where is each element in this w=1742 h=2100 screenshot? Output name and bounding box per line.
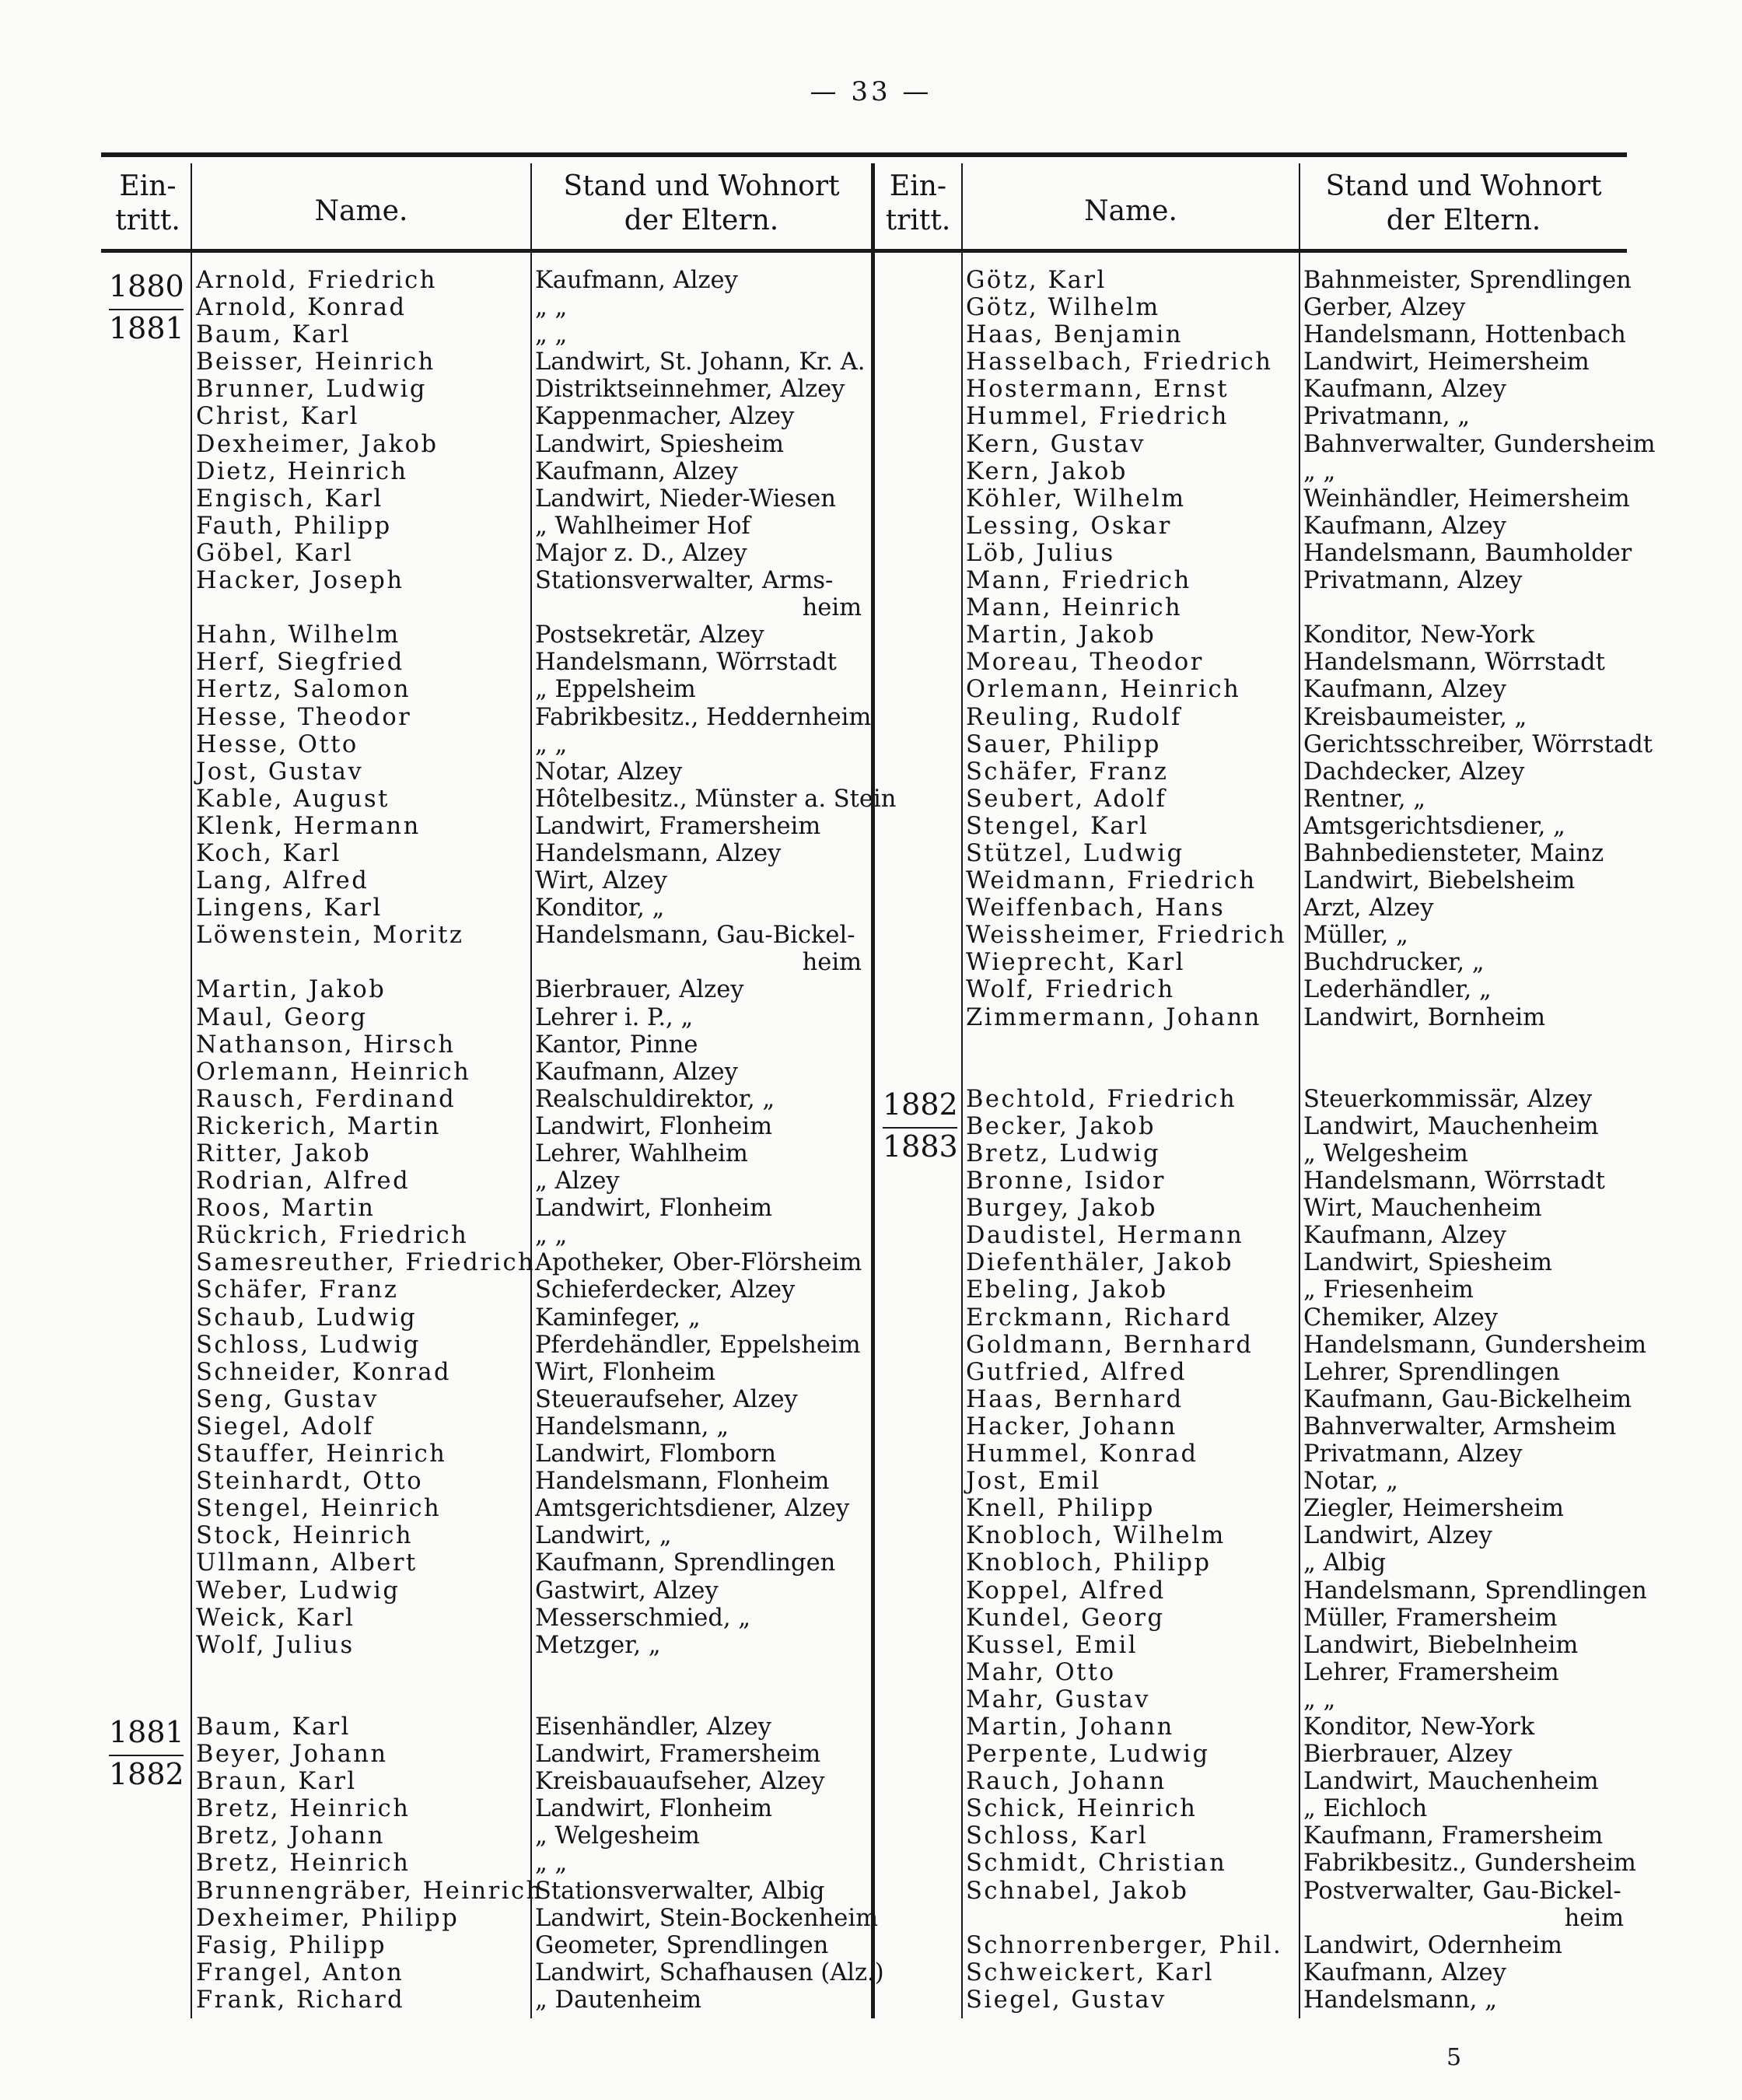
parents-entry: Kaufmann, Alzey: [1303, 1958, 1506, 1986]
name-entry: Maul, Georg: [196, 1003, 368, 1031]
name-entry: Becker, Jakob: [966, 1112, 1156, 1140]
name-entry: Frangel, Anton: [196, 1958, 404, 1986]
name-entry: Rickerich, Martin: [196, 1112, 441, 1140]
name-entry: Schloss, Ludwig: [196, 1331, 421, 1359]
year-rule: [109, 309, 184, 310]
parents-entry: Landwirt, Framersheim: [535, 812, 821, 840]
parents-entry: Handelsmann, Baumholder: [1303, 539, 1632, 567]
name-entry: Göbel, Karl: [196, 539, 354, 567]
parents-entry: Handelsmann, Wörrstadt: [1303, 1167, 1605, 1195]
name-entry: Götz, Wilhelm: [966, 294, 1160, 322]
parents-entry: Privatmann, Alzey: [1303, 1440, 1523, 1468]
name-entry: Schweickert, Karl: [966, 1958, 1215, 1986]
name-entry: Bretz, Heinrich: [196, 1795, 411, 1823]
name-entry: Hertz, Salomon: [196, 676, 411, 704]
name-entry: Braun, Karl: [196, 1768, 357, 1796]
name-entry: Reuling, Rudolf: [966, 703, 1182, 731]
parents-entry: „ „: [535, 1222, 568, 1250]
parents-entry: Landwirt, Alzey: [1303, 1522, 1492, 1550]
name-entry: Weissheimer, Friedrich: [966, 922, 1287, 950]
parents-entry: Landwirt, Flonheim: [535, 1195, 772, 1223]
parents-entry: „ „: [1303, 457, 1336, 485]
name-entry: Stauffer, Heinrich: [196, 1440, 447, 1468]
parents-entry: „ „: [535, 294, 568, 322]
name-entry: Sauer, Philipp: [966, 730, 1161, 758]
parents-entry: Landwirt, Biebelnheim: [1303, 1631, 1579, 1659]
year-from: 1880: [109, 269, 184, 303]
parents-entry: Eisenhändler, Alzey: [535, 1713, 771, 1741]
name-entry: Koch, Karl: [196, 839, 341, 867]
parents-entry: Landwirt, Spiesheim: [1303, 1249, 1552, 1277]
parents-entry: Wirt, Alzey: [535, 867, 667, 895]
parents-entry: Weinhändler, Heimersheim: [1303, 485, 1630, 513]
name-entry: Fauth, Philipp: [196, 512, 392, 540]
parents-entry: Dachdecker, Alzey: [1303, 758, 1525, 786]
name-entry: Siegel, Gustav: [966, 1986, 1167, 2014]
parents-entry: „ Albig: [1303, 1549, 1387, 1577]
parents-entry: „ „: [535, 1850, 568, 1878]
parents-entry: „ Friesenheim: [1303, 1276, 1474, 1304]
name-entry: Roos, Martin: [196, 1195, 376, 1223]
parents-entry: Schieferdecker, Alzey: [535, 1276, 796, 1304]
name-entry: [966, 1031, 1286, 1059]
year-from: 1881: [109, 1715, 184, 1749]
name-entry: Weick, Karl: [196, 1604, 355, 1632]
name-entry: Mahr, Gustav: [966, 1685, 1151, 1713]
name-entry: Koppel, Alfred: [966, 1577, 1166, 1605]
name-entry: [966, 1059, 1286, 1086]
name-entry: [966, 1905, 1286, 1932]
name-entry: Hesse, Theodor: [196, 703, 412, 731]
parents-entry: Steueraufseher, Alzey: [535, 1385, 798, 1413]
name-entry: [196, 1686, 544, 1713]
parents-entry: „ „: [535, 730, 568, 758]
parents-entry: Handelsmann, Sprendlingen: [1303, 1577, 1647, 1605]
parents-entry: Apotheker, Ober-Flörsheim: [535, 1249, 862, 1277]
name-entry: Ullmann, Albert: [196, 1549, 418, 1577]
parents-entry: Kreisbaumeister, „: [1303, 703, 1527, 731]
name-entry: Löb, Julius: [966, 539, 1115, 567]
name-entry: Hasselbach, Friedrich: [966, 348, 1273, 376]
name-entry: Lessing, Oskar: [966, 512, 1172, 540]
parents-entry: Privatmann, „: [1303, 403, 1471, 431]
right-parents-column: [1303, 267, 1656, 2014]
name-entry: Erckmann, Richard: [966, 1304, 1233, 1332]
name-entry: Herf, Siegfried: [196, 649, 404, 677]
year-from: 1882: [883, 1087, 958, 1122]
name-entry: Hesse, Otto: [196, 730, 359, 758]
parents-entry: Kaufmann, Alzey: [1303, 376, 1506, 404]
name-entry: Frank, Richard: [196, 1986, 405, 2014]
parents-entry: „ Welgesheim: [1303, 1140, 1468, 1167]
name-entry: Weber, Ludwig: [196, 1577, 401, 1605]
name-entry: Martin, Jakob: [196, 976, 387, 1004]
parents-entry: Kappenmacher, Alzey: [535, 403, 795, 431]
name-entry: Nathanson, Hirsch: [196, 1031, 456, 1059]
parents-entry: Ziegler, Heimersheim: [1303, 1495, 1564, 1523]
name-entry: Kern, Jakob: [966, 457, 1128, 485]
name-entry: Götz, Karl: [966, 267, 1107, 294]
name-entry: Schnabel, Jakob: [966, 1877, 1189, 1905]
parents-entry: Bahnmeister, Sprendlingen: [1303, 267, 1632, 294]
parents-entry: Lehrer i. P., „: [535, 1003, 694, 1031]
name-entry: Klenk, Hermann: [196, 812, 421, 840]
parents-entry: Landwirt, Odernheim: [1303, 1931, 1562, 1959]
parents-entry: Amtsgerichtsdiener, Alzey: [535, 1495, 850, 1523]
name-entry: Weidmann, Friedrich: [966, 867, 1257, 895]
name-entry: Haas, Bernhard: [966, 1385, 1184, 1413]
parents-entry: „ Dautenheim: [535, 1986, 702, 2014]
parents-entry: Kaufmann, Gau-Bickelheim: [1303, 1385, 1632, 1413]
parents-entry: Konditor, „: [535, 894, 665, 922]
parents-entry: Landwirt, Flonheim: [535, 1112, 772, 1140]
name-entry: Wolf, Julius: [196, 1631, 355, 1659]
parents-entry: Notar, Alzey: [535, 758, 683, 786]
name-entry: Rodrian, Alfred: [196, 1167, 411, 1195]
name-entry: Hacker, Johann: [966, 1412, 1177, 1440]
parents-entry: Handelsmann, „: [1303, 1986, 1497, 2014]
name-entry: Bretz, Johann: [196, 1822, 385, 1850]
parents-entry: Kaminfeger, „: [535, 1304, 701, 1332]
parents-entry: Müller, Framersheim: [1303, 1604, 1558, 1632]
name-entry: Brunner, Ludwig: [196, 376, 427, 404]
parents-entry: Kaufmann, Sprendlingen: [535, 1549, 836, 1577]
parents-entry: Kaufmann, Alzey: [535, 457, 738, 485]
parents-entry: Postsekretär, Alzey: [535, 621, 764, 649]
parents-entry: Landwirt, Spiesheim: [535, 430, 784, 458]
name-entry: Stengel, Karl: [966, 812, 1149, 840]
name-entry: Fasig, Philipp: [196, 1931, 387, 1959]
parents-entry: Lederhändler, „: [1303, 976, 1492, 1004]
header-entry: Ein- tritt.: [115, 170, 180, 236]
year-to: 1881: [109, 311, 184, 345]
name-entry: Ritter, Jakob: [196, 1140, 372, 1167]
name-entry: Knobloch, Wilhelm: [966, 1522, 1226, 1550]
parents-entry: Kaufmann, Alzey: [535, 267, 738, 294]
parents-entry: Konditor, New-York: [1303, 621, 1535, 649]
col-divider: [191, 163, 192, 2018]
parents-entry: „ „: [1303, 1685, 1336, 1713]
top-rule: [101, 152, 1627, 157]
parents-entry: Müller, „: [1303, 922, 1408, 950]
name-entry: Schäfer, Franz: [966, 758, 1169, 786]
name-entry: Schneider, Konrad: [196, 1358, 452, 1386]
parents-entry: Kaufmann, Alzey: [1303, 676, 1506, 704]
parents-entry: Gerber, Alzey: [1303, 294, 1466, 322]
parents-entry: [1303, 1059, 1656, 1086]
name-entry: Zimmermann, Johann: [966, 1003, 1261, 1031]
parents-entry: heim: [802, 949, 862, 977]
name-entry: Kundel, Georg: [966, 1604, 1165, 1632]
parents-entry: Landwirt, Nieder-Wiesen: [535, 485, 836, 513]
parents-entry: [535, 1686, 896, 1713]
parents-entry: „ Eichloch: [1303, 1795, 1428, 1823]
parents-entry: Fabrikbesitz., Heddernheim: [535, 703, 872, 731]
parents-entry: Rentner, „: [1303, 785, 1426, 813]
parents-entry: Handelsmann, Flonheim: [535, 1468, 830, 1496]
parents-entry: Landwirt, Framersheim: [535, 1741, 821, 1769]
parents-entry: Major z. D., Alzey: [535, 539, 747, 567]
name-entry: Lang, Alfred: [196, 867, 369, 895]
name-entry: Wieprecht, Karl: [966, 949, 1185, 977]
name-entry: Haas, Benjamin: [966, 321, 1184, 349]
name-entry: Perpente, Ludwig: [966, 1741, 1210, 1769]
name-entry: Diefenthäler, Jakob: [966, 1249, 1234, 1277]
parents-entry: Wirt, Flonheim: [535, 1358, 716, 1386]
page-number: — 33 —: [810, 76, 932, 107]
parents-entry: Handelsmann, Hottenbach: [1303, 321, 1626, 349]
parents-entry: Lehrer, Wahlheim: [535, 1140, 748, 1167]
parents-entry: Chemiker, Alzey: [1303, 1304, 1498, 1332]
name-entry: Mann, Friedrich: [966, 567, 1191, 595]
name-entry: [196, 1659, 544, 1686]
name-entry: Goldmann, Bernhard: [966, 1331, 1254, 1359]
parents-entry: Kaufmann, Alzey: [1303, 512, 1506, 540]
parents-entry: Kantor, Pinne: [535, 1031, 698, 1059]
name-entry: Christ, Karl: [196, 403, 359, 431]
parents-entry: „ Alzey: [535, 1167, 620, 1195]
name-entry: Hahn, Wilhelm: [196, 621, 401, 649]
name-entry: Engisch, Karl: [196, 485, 383, 513]
name-entry: Stützel, Ludwig: [966, 839, 1184, 867]
name-entry: Kussel, Emil: [966, 1631, 1138, 1659]
name-entry: Bretz, Ludwig: [966, 1140, 1161, 1167]
parents-entry: Landwirt, Biebelsheim: [1303, 867, 1576, 895]
header-name: Name.: [1084, 195, 1177, 227]
left-parents-column: [535, 267, 896, 2014]
name-entry: Schmidt, Christian: [966, 1850, 1227, 1878]
parents-entry: Landwirt, Stein-Bockenheim: [535, 1904, 878, 1932]
name-entry: Baum, Karl: [196, 1713, 351, 1741]
name-entry: Steinhardt, Otto: [196, 1468, 424, 1496]
col-divider: [1299, 163, 1300, 2018]
name-entry: Mann, Heinrich: [966, 594, 1183, 622]
name-entry: Burgey, Jakob: [966, 1195, 1158, 1223]
header-rule: [101, 249, 1627, 253]
parents-entry: Stationsverwalter, Arms-: [535, 567, 834, 595]
parents-entry: Geometer, Sprendlingen: [535, 1931, 829, 1959]
parents-entry: Messerschmied, „: [535, 1604, 751, 1632]
name-entry: Arnold, Konrad: [196, 294, 407, 322]
name-entry: Dexheimer, Philipp: [196, 1904, 460, 1932]
name-entry: Schaub, Ludwig: [196, 1304, 418, 1332]
name-entry: Kable, August: [196, 785, 390, 813]
name-entry: Beisser, Heinrich: [196, 348, 436, 376]
name-entry: Jost, Emil: [966, 1468, 1101, 1496]
parents-entry: [1303, 594, 1656, 621]
year-to: 1882: [109, 1757, 184, 1791]
parents-entry: „ Eppelsheim: [535, 676, 696, 704]
parents-entry: Kaufmann, Framersheim: [1303, 1822, 1604, 1850]
header-name: Name.: [314, 195, 408, 227]
parents-entry: Wirt, Mauchenheim: [1303, 1195, 1542, 1223]
parents-entry: „ Welgesheim: [535, 1822, 700, 1850]
parents-entry: Fabrikbesitz., Gundersheim: [1303, 1850, 1636, 1878]
parents-entry: Landwirt, St. Johann, Kr. A.: [535, 348, 866, 376]
name-entry: Hummel, Konrad: [966, 1440, 1198, 1468]
parents-entry: heim: [1564, 1904, 1624, 1932]
name-entry: Schäfer, Franz: [196, 1276, 399, 1304]
name-entry: Moreau, Theodor: [966, 649, 1204, 677]
parents-entry: Gastwirt, Alzey: [535, 1577, 719, 1605]
name-entry: Bretz, Heinrich: [196, 1850, 411, 1878]
name-entry: Beyer, Johann: [196, 1741, 388, 1769]
parents-entry: Bahnverwalter, Armsheim: [1303, 1412, 1617, 1440]
name-entry: Martin, Jakob: [966, 621, 1156, 649]
parents-entry: Steuerkommissär, Alzey: [1303, 1085, 1593, 1113]
name-entry: Daudistel, Hermann: [966, 1222, 1244, 1250]
parents-entry: Handelsmann, Wörrstadt: [535, 649, 837, 677]
parents-entry: Kreisbauaufseher, Alzey: [535, 1768, 825, 1796]
name-entry: Seubert, Adolf: [966, 785, 1167, 813]
parents-entry: Metzger, „: [535, 1631, 661, 1659]
parents-entry: Landwirt, „: [535, 1522, 672, 1550]
parents-entry: Privatmann, Alzey: [1303, 567, 1523, 595]
name-entry: Schick, Heinrich: [966, 1795, 1198, 1823]
name-entry: Samesreuther, Friedrich: [196, 1249, 536, 1277]
parents-entry: Arzt, Alzey: [1303, 894, 1434, 922]
parents-entry: Stationsverwalter, Albig: [535, 1877, 825, 1905]
signature-mark: 5: [1446, 2044, 1462, 2071]
col-divider: [961, 163, 963, 2018]
parents-entry: Landwirt, Mauchenheim: [1303, 1768, 1599, 1796]
name-entry: Ebeling, Jakob: [966, 1276, 1168, 1304]
name-entry: Köhler, Wilhelm: [966, 485, 1186, 513]
name-entry: Orlemann, Heinrich: [196, 1058, 471, 1086]
parents-entry: [1303, 1031, 1656, 1059]
parents-entry: „ „: [535, 321, 568, 349]
parents-entry: Handelsmann, Gau-Bickel-: [535, 922, 855, 950]
name-entry: Schloss, Karl: [966, 1822, 1149, 1850]
name-entry: Lingens, Karl: [196, 894, 383, 922]
name-entry: Löwenstein, Moritz: [196, 922, 464, 950]
parents-entry: Bahnverwalter, Gundersheim: [1303, 430, 1656, 458]
name-entry: Siegel, Adolf: [196, 1412, 374, 1440]
name-entry: [196, 594, 544, 621]
parents-entry: Bahnbediensteter, Mainz: [1303, 839, 1604, 867]
parents-entry: Landwirt, Bornheim: [1303, 1003, 1546, 1031]
parents-entry: Pferdehändler, Eppelsheim: [535, 1331, 861, 1359]
name-entry: Mahr, Otto: [966, 1658, 1116, 1686]
name-entry: Jost, Gustav: [196, 758, 364, 786]
parents-entry: Landwirt, Flonheim: [535, 1795, 772, 1823]
year-to: 1883: [883, 1129, 958, 1164]
parents-entry: Kaufmann, Alzey: [535, 1058, 738, 1086]
parents-entry: Hôtelbesitz., Münster a. Stein: [535, 785, 897, 813]
parents-entry: Landwirt, Flomborn: [535, 1440, 777, 1468]
parents-entry: Realschuldirektor, „: [535, 1085, 775, 1113]
name-entry: Dexheimer, Jakob: [196, 430, 439, 458]
parents-entry: „ Wahlheimer Hof: [535, 512, 750, 540]
name-entry: Martin, Johann: [966, 1713, 1174, 1741]
parents-entry: Konditor, New-York: [1303, 1713, 1535, 1741]
parents-entry: Handelsmann, Wörrstadt: [1303, 649, 1605, 677]
parents-entry: Handelsmann, Alzey: [535, 839, 782, 867]
name-entry: Rausch, Ferdinand: [196, 1085, 456, 1113]
name-entry: Stock, Heinrich: [196, 1522, 414, 1550]
header-entry: Ein- tritt.: [885, 170, 951, 236]
parents-entry: Landwirt, Mauchenheim: [1303, 1112, 1599, 1140]
name-entry: Wolf, Friedrich: [966, 976, 1175, 1004]
header-parents: Stand und Wohnort der Eltern.: [1325, 170, 1602, 236]
name-entry: Weiffenbach, Hans: [966, 894, 1226, 922]
parents-entry: Notar, „: [1303, 1468, 1398, 1496]
parents-entry: heim: [802, 594, 862, 622]
name-entry: Dietz, Heinrich: [196, 457, 408, 485]
name-entry: Bechtold, Friedrich: [966, 1085, 1237, 1113]
name-entry: Baum, Karl: [196, 321, 351, 349]
name-entry: Hacker, Joseph: [196, 567, 404, 595]
name-entry: Seng, Gustav: [196, 1385, 379, 1413]
name-entry: Bronne, Isidor: [966, 1167, 1167, 1195]
parents-entry: Bierbrauer, Alzey: [535, 976, 744, 1004]
right-name-column: [966, 267, 1286, 2014]
name-entry: Gutfried, Alfred: [966, 1358, 1188, 1386]
year-rule: [109, 1755, 184, 1756]
name-entry: Arnold, Friedrich: [196, 267, 437, 294]
header-parents: Stand und Wohnort der Eltern.: [563, 170, 840, 236]
parents-entry: Bierbrauer, Alzey: [1303, 1741, 1513, 1769]
parents-entry: Amtsgerichtsdiener, „: [1303, 812, 1565, 840]
parents-entry: Landwirt, Schafhausen (Alz.): [535, 1958, 884, 1986]
parents-entry: Distriktseinnehmer, Alzey: [535, 376, 845, 404]
name-entry: Hummel, Friedrich: [966, 403, 1229, 431]
name-entry: Rückrich, Friedrich: [196, 1222, 469, 1250]
name-entry: Hostermann, Ernst: [966, 376, 1230, 404]
parents-entry: Buchdrucker, „: [1303, 949, 1485, 977]
name-entry: Knobloch, Philipp: [966, 1549, 1212, 1577]
name-entry: Knell, Philipp: [966, 1495, 1155, 1523]
parents-entry: Lehrer, Framersheim: [1303, 1658, 1559, 1686]
name-entry: Brunnengräber, Heinrich: [196, 1877, 544, 1905]
parents-entry: Postverwalter, Gau-Bickel-: [1303, 1877, 1621, 1905]
parents-entry: Handelsmann, „: [535, 1412, 729, 1440]
left-name-column: [196, 267, 544, 2014]
parents-entry: Landwirt, Heimersheim: [1303, 348, 1590, 376]
name-entry: Rauch, Johann: [966, 1768, 1167, 1796]
parents-entry: Gerichtsschreiber, Wörrstadt: [1303, 730, 1653, 758]
parents-entry: Lehrer, Sprendlingen: [1303, 1358, 1560, 1386]
parents-entry: Kaufmann, Alzey: [1303, 1222, 1506, 1250]
name-entry: Schnorrenberger, Phil.: [966, 1931, 1283, 1959]
parents-entry: Handelsmann, Gundersheim: [1303, 1331, 1647, 1359]
name-entry: [196, 949, 544, 976]
name-entry: Kern, Gustav: [966, 430, 1146, 458]
parents-entry: [535, 1659, 896, 1686]
name-entry: Stengel, Heinrich: [196, 1495, 442, 1523]
name-entry: Orlemann, Heinrich: [966, 676, 1241, 704]
